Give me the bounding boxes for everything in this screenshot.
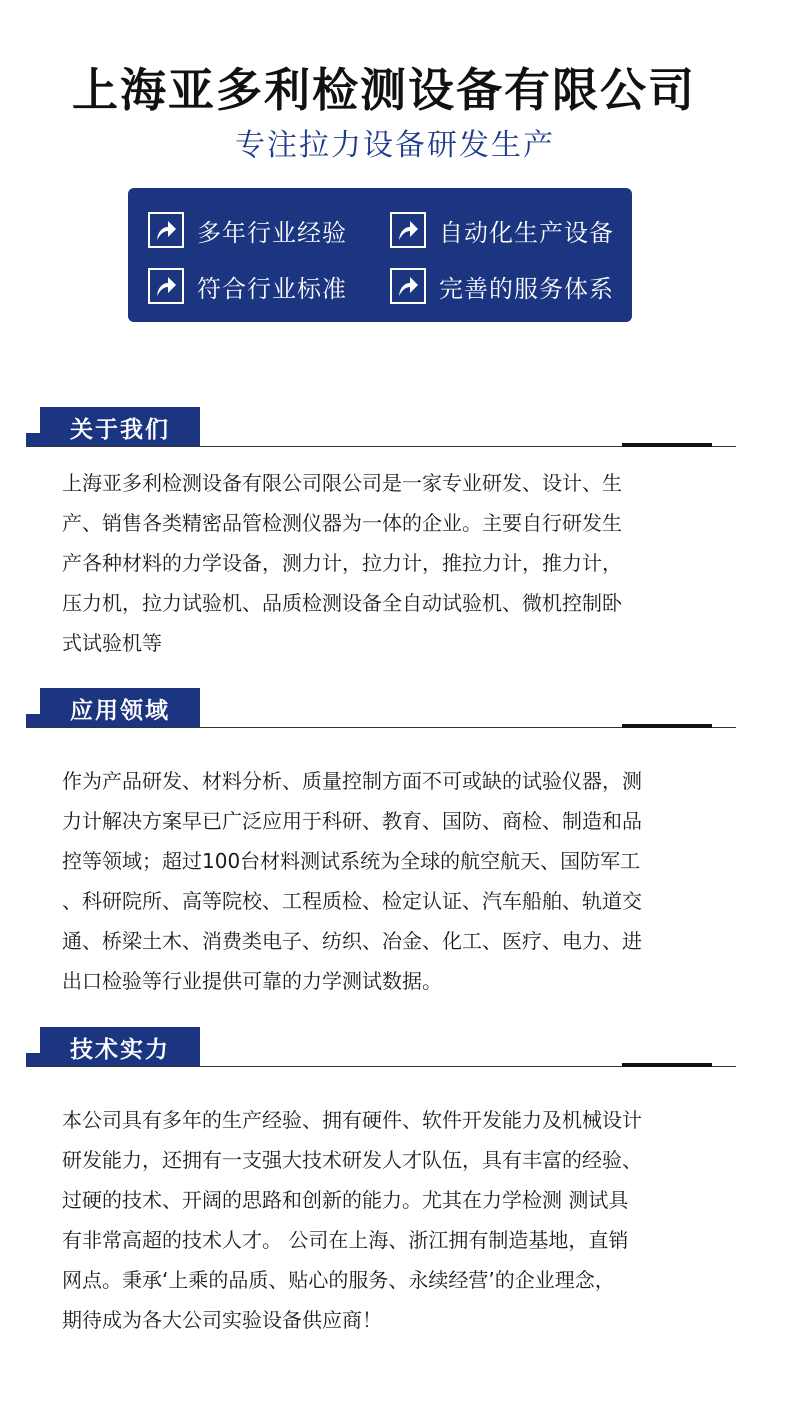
company-title: 上海亚多利检测设备有限公司	[72, 63, 696, 117]
divider-accent	[622, 724, 712, 728]
feature-label: 符合行业标准	[197, 274, 347, 303]
arrow-icon	[390, 268, 426, 304]
section-body-technology	[62, 1100, 730, 1340]
text-line: 式试验机等	[62, 631, 162, 655]
section-body-about	[62, 463, 730, 663]
decor-square	[26, 433, 40, 447]
text-line: 过硬的技术、开阔的思路和创新的能力。尤其在力学检测 测试具	[62, 1188, 629, 1212]
text-line: 产、销售各类精密品管检测仪器为一体的企业。主要自行研发生	[62, 511, 622, 535]
feature-item	[148, 210, 347, 250]
text-line: 本公司具有多年的生产经验、拥有硬件、软件开发能力及机械设计	[62, 1108, 642, 1132]
text-line: 控等领域；超过100台材料测试系统为全球的航空航天、国防军工	[62, 849, 641, 873]
divider-accent	[622, 443, 712, 447]
section-header-applications	[26, 688, 736, 732]
arrow-icon	[148, 268, 184, 304]
section-header-about	[26, 407, 736, 451]
text-line: 压力机，拉力试验机、品质检测设备全自动试验机、微机控制卧	[62, 591, 622, 615]
section-title: 技术实力	[40, 1027, 200, 1067]
decor-square	[26, 714, 40, 728]
feature-label: 多年行业经验	[197, 218, 347, 247]
arrow-icon	[148, 212, 184, 248]
text-line: 研发能力，还拥有一支强大技术研发人才队伍，具有丰富的经验、	[62, 1148, 642, 1172]
section-title: 应用领域	[40, 688, 200, 728]
section-title: 关于我们	[40, 407, 200, 447]
text-line: 期待成为各大公司实验设备供应商！	[62, 1308, 382, 1332]
feature-label: 自动化生产设备	[439, 218, 614, 247]
text-line: 网点。秉承‘上乘的品质、贴心的服务、永续经营’的企业理念，	[62, 1268, 615, 1292]
feature-item	[148, 266, 347, 306]
text-line: 有非常高超的技术人才。 公司在上海、浙江拥有制造基地，直销	[62, 1228, 629, 1252]
text-line: 作为产品研发、材料分析、质量控制方面不可或缺的试验仪器，测	[62, 769, 642, 793]
text-line: 出口检验等行业提供可靠的力学测试数据。	[62, 969, 442, 993]
text-line: 上海亚多利检测设备有限公司限公司是一家专业研发、设计、生	[62, 471, 622, 495]
feature-box	[128, 188, 632, 322]
divider-accent	[622, 1063, 712, 1067]
decor-square	[26, 1053, 40, 1067]
arrow-icon	[390, 212, 426, 248]
text-line: 产各种材料的力学设备，测力计，拉力计，推拉力计，推力计，	[62, 551, 622, 575]
feature-item	[390, 210, 614, 250]
text-line: 力计解决方案早已广泛应用于科研、教育、国防、商检、制造和品	[62, 809, 642, 833]
text-line: 、科研院所、高等院校、工程质检、检定认证、汽车船舶、轨道交	[62, 889, 642, 913]
section-body-applications	[62, 761, 730, 1001]
text-line: 通、桥梁土木、消费类电子、纺织、冶金、化工、医疗、电力、进	[62, 929, 642, 953]
feature-label: 完善的服务体系	[439, 274, 614, 303]
feature-item	[390, 266, 614, 306]
tagline: 专注拉力设备研发生产	[235, 128, 555, 163]
section-header-technology	[26, 1027, 736, 1071]
